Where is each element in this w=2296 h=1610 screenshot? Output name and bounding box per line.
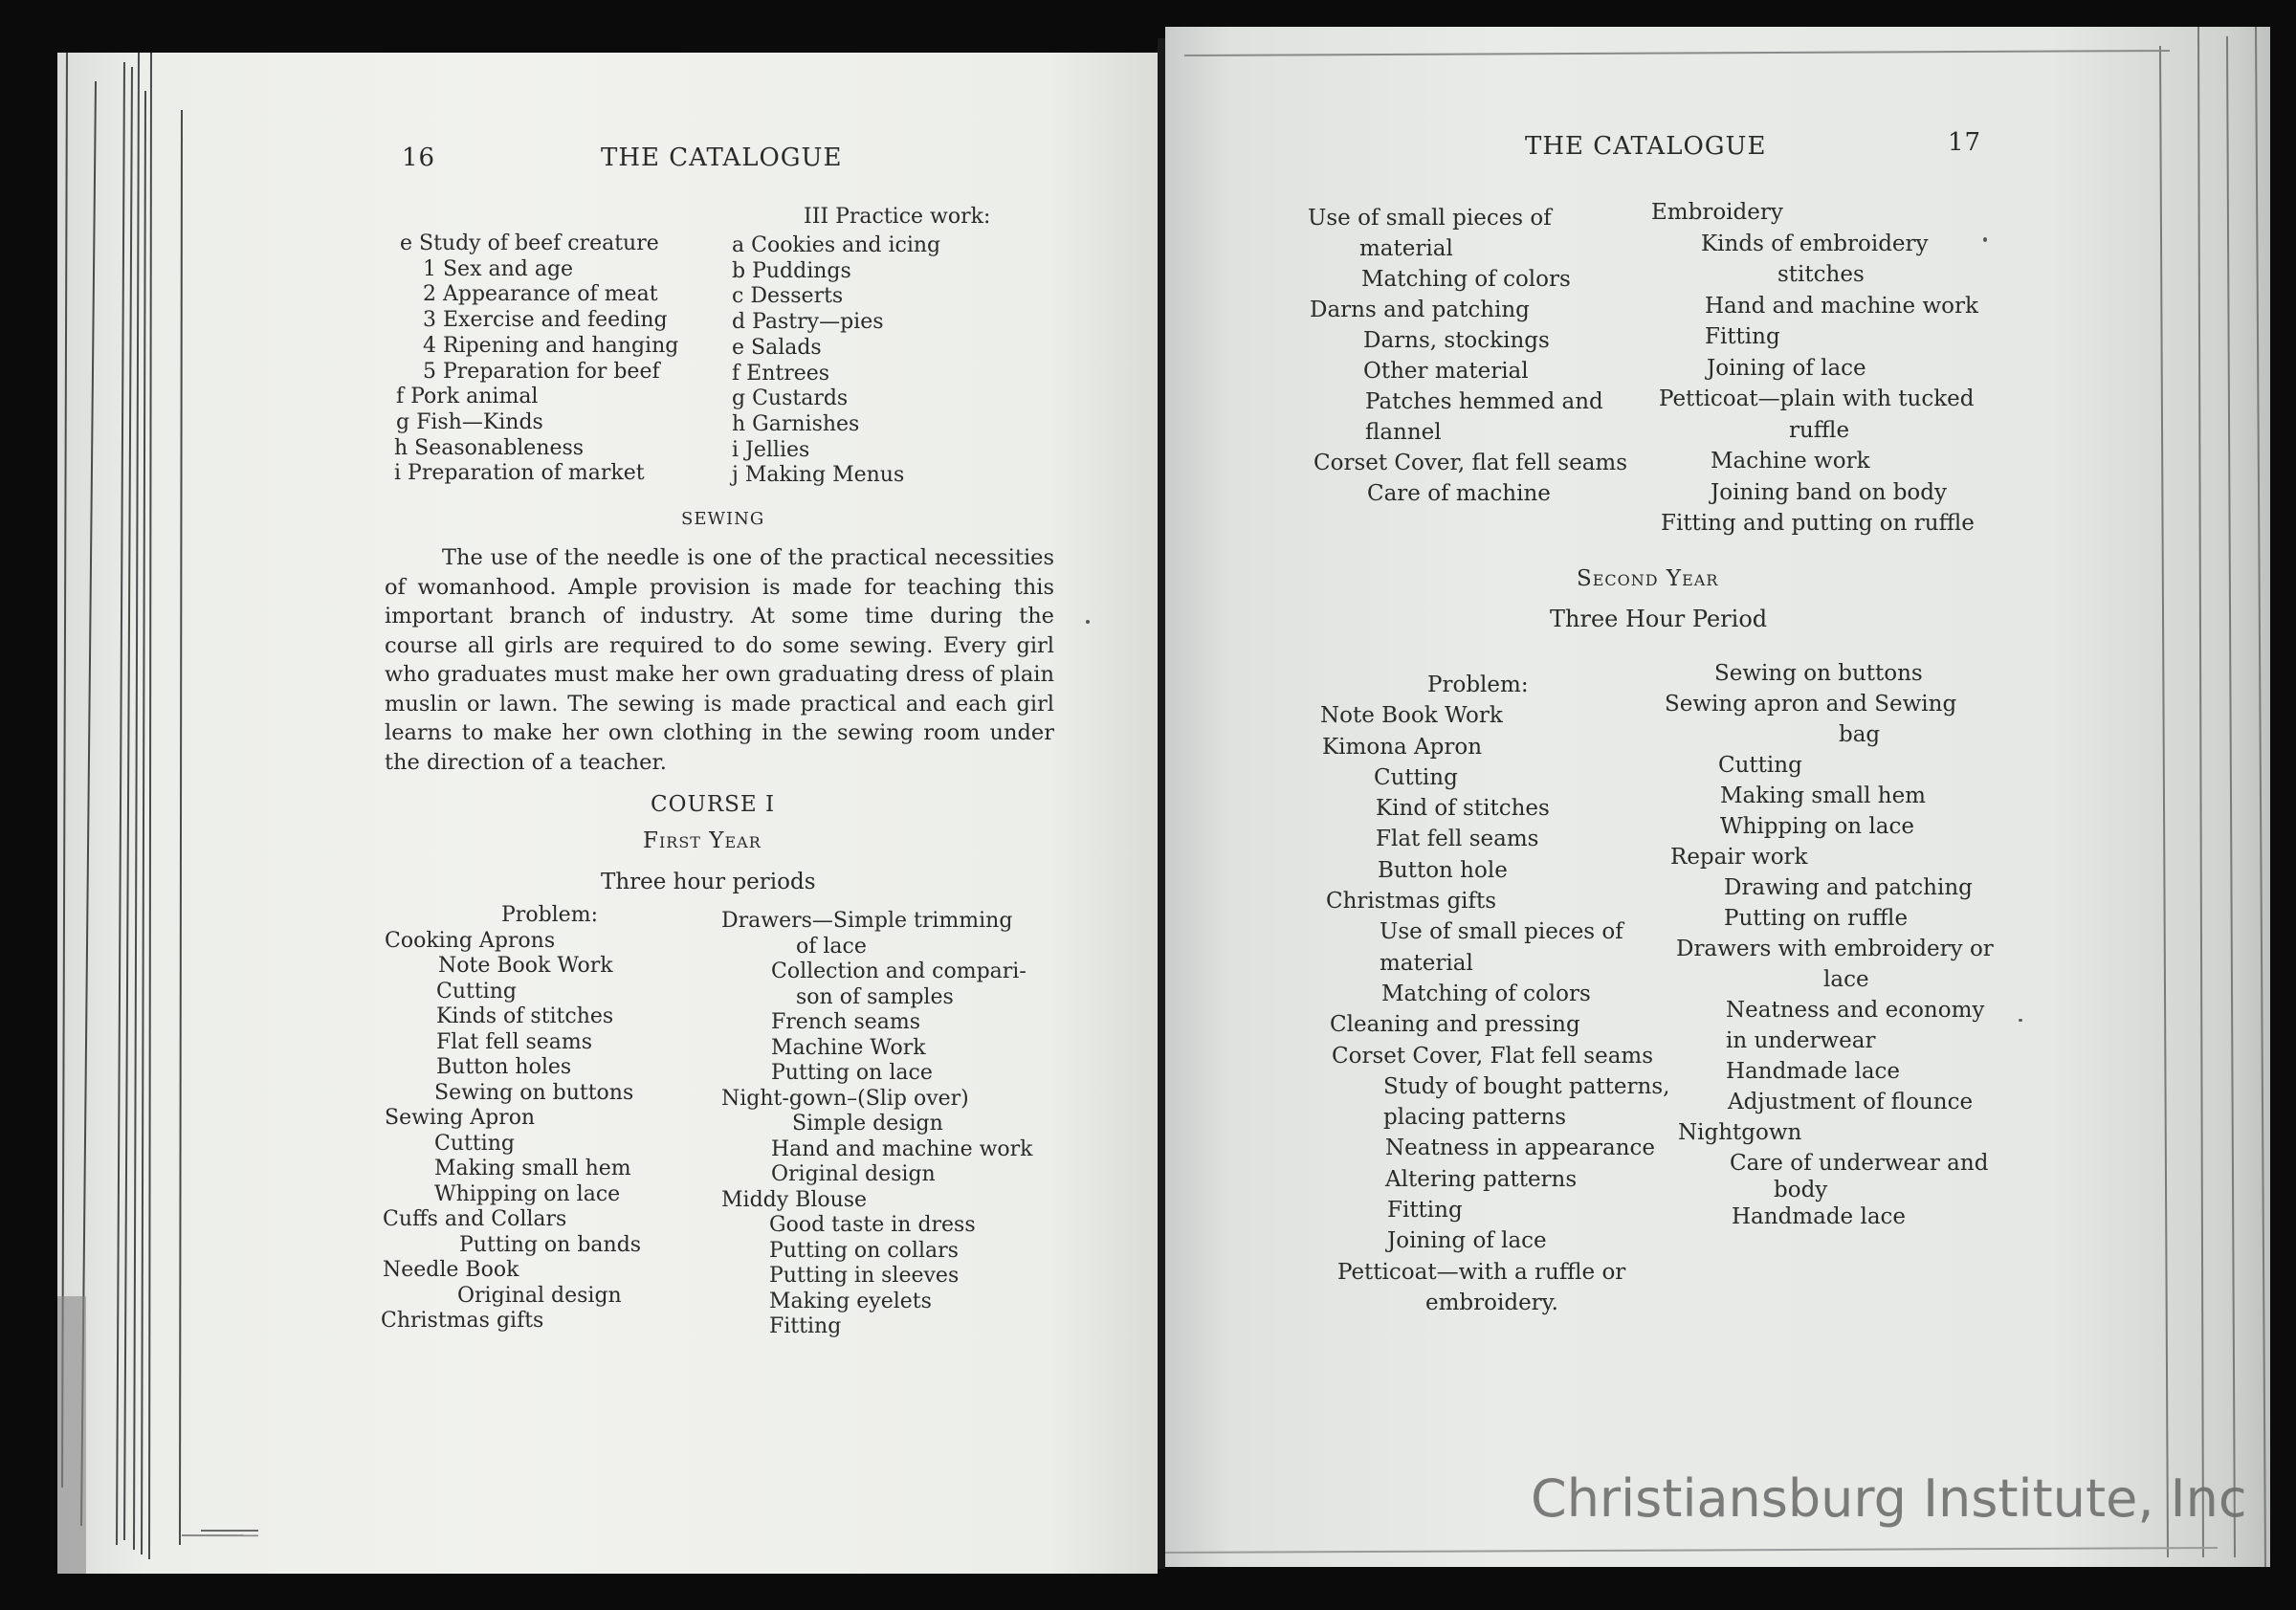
list-item: Drawing and patching (1724, 875, 1973, 900)
list-item: Darns, stockings (1363, 328, 1550, 353)
list-item: Matching of colors (1381, 981, 1591, 1006)
list-item: Flat fell seams (1376, 827, 1539, 852)
list-item: Night-gown–(Slip over) (721, 1086, 969, 1111)
list-item: Problem: (1427, 673, 1529, 697)
list-item: e Salads (732, 335, 822, 360)
list-item: lace (1823, 967, 1869, 992)
list-item: Handmade lace (1732, 1204, 1907, 1229)
list-item: Study of bought patterns, (1383, 1073, 1670, 1099)
list-item: Middy Blouse (721, 1187, 868, 1212)
list-item: Problem: (501, 903, 598, 927)
list-item: 1 Sex and age (423, 256, 574, 281)
list-item: Kinds of stitches (436, 1004, 614, 1028)
right-page-number: 17 (1948, 128, 1982, 157)
list-item: 2 Appearance of meat (423, 282, 658, 307)
period-heading: Three hour periods (601, 870, 816, 894)
list-item: Cutting (436, 979, 517, 1003)
list-item: Putting on bands (459, 1232, 642, 1257)
list-item: material (1380, 950, 1473, 976)
list-item: Fitting (1387, 1198, 1463, 1224)
list-item: Putting in sleeves (769, 1264, 960, 1288)
list-item: Matching of colors (1361, 267, 1571, 292)
list-item: a Cookies and icing (732, 233, 941, 257)
list-item: Other material (1363, 359, 1529, 384)
list-item: Joining of lace (1387, 1228, 1547, 1254)
list-item: body (1774, 1178, 1828, 1202)
list-item: Good taste in dress (769, 1213, 976, 1237)
course-heading: COURSE I (651, 792, 776, 817)
list-item: Whipping on lace (1720, 814, 1914, 839)
list-item: material (1359, 236, 1453, 261)
list-item: Note Book Work (438, 954, 613, 978)
list-item: Repair work (1670, 845, 1808, 870)
year-heading: First Year (643, 828, 762, 853)
list-item: Use of small pieces of (1380, 919, 1623, 945)
list-item: Christmas gifts (381, 1309, 544, 1333)
list-item: Hand and machine work (1705, 293, 1978, 319)
list-item: Neatness in appearance (1385, 1136, 1656, 1161)
list-item: Flat fell seams (436, 1029, 593, 1054)
left-running-head: THE CATALOGUE (601, 143, 843, 172)
right-period-heading: Three Hour Period (1550, 606, 1768, 632)
bottom-column-1 (1320, 670, 1669, 1318)
list-item: i Jellies (732, 437, 810, 462)
list-item: Simple design (792, 1112, 943, 1136)
list-item: Note Book Work (1320, 703, 1503, 729)
practice-heading: III Practice work: (804, 205, 991, 229)
list-item: Cutting (1718, 753, 1802, 778)
list-item: Kimona Apron (1322, 734, 1483, 760)
book-spine (1158, 38, 1165, 1569)
problem-column-1 (381, 903, 642, 1334)
list-item: Darns and patching (1310, 298, 1530, 322)
list-item: stitches (1777, 262, 1865, 287)
list-item: Button hole (1378, 857, 1508, 883)
list-item: 5 Preparation for beef (423, 359, 660, 384)
list-item: Joining of lace (1707, 355, 1866, 381)
practice-list (732, 233, 940, 489)
list-item: Cuffs and Collars (383, 1207, 567, 1231)
list-item: Embroidery (1651, 200, 1783, 225)
list-item: Kind of stitches (1376, 796, 1550, 822)
list-item: Sewing on buttons (1714, 661, 1923, 686)
list-item: Original design (771, 1162, 936, 1186)
list-item: Drawers—Simple trimming (721, 909, 1013, 933)
list-item: Patches hemmed and (1365, 389, 1603, 414)
list-item: f Entrees (732, 361, 830, 386)
list-item: i Preparation of market (394, 461, 645, 486)
list-item: Whipping on lace (434, 1181, 621, 1206)
list-item: bag (1839, 722, 1881, 747)
list-item: of lace (796, 934, 867, 959)
list-item: Handmade lace (1726, 1059, 1901, 1084)
list-item: f Pork animal (396, 385, 539, 409)
speck (2019, 1019, 2022, 1022)
list-item: Making eyelets (769, 1289, 932, 1313)
list-item: Cleaning and pressing (1330, 1012, 1580, 1038)
list-item: g Fish—Kinds (396, 409, 543, 434)
list-item: Original design (457, 1283, 622, 1308)
list-item: ruffle (1789, 417, 1850, 443)
list-item: Corset Cover, Flat fell seams (1332, 1043, 1654, 1069)
list-item: Christmas gifts (1326, 889, 1497, 915)
list-item: Sewing on buttons (434, 1080, 634, 1105)
list-item: Fitting (769, 1314, 842, 1338)
list-item: 3 Exercise and feeding (423, 308, 668, 333)
list-item: e Study of beef creature (400, 232, 659, 255)
list-item: Machine work (1711, 449, 1870, 474)
list-item: c Desserts (732, 284, 844, 309)
speck (1086, 620, 1090, 624)
list-item: placing patterns (1383, 1105, 1567, 1131)
list-item: Putting on collars (769, 1238, 959, 1263)
list-item: h Seasonableness (394, 435, 585, 460)
list-item: Cutting (1374, 764, 1458, 790)
list-item: Sewing apron and Sewing (1665, 692, 1957, 717)
list-item: Cutting (434, 1131, 515, 1156)
list-item: son of samples (796, 984, 954, 1009)
sewing-paragraph: The use of the needle is one of the practical necessities of womanhood. Ample provision is made for teaching this important branch of industry. At some time during the course all girls are required to do some sewing. Every girl who graduates must make her own graduating dress of plain muslin or lawn. The sewing is made practical and each girl learns to make her own clothing in the sewing room under the direction of a teacher. (385, 545, 1054, 775)
list-item: Care of underwear and (1730, 1151, 1989, 1176)
meat-list (394, 232, 679, 487)
list-item: Petticoat—with a ruffle or (1337, 1259, 1626, 1285)
list-item: Putting on ruffle (1724, 906, 1909, 931)
list-item: Fitting and putting on ruffle (1661, 511, 1975, 536)
speck (1983, 237, 1987, 242)
page-edge-lines (57, 53, 258, 1574)
list-item: b Puddings (732, 258, 851, 283)
bottom-column-2 (1665, 658, 1994, 1232)
list-item: Adjustment of flounce (1728, 1090, 1974, 1114)
top-column-1 (1308, 203, 1627, 509)
list-item: French seams (771, 1010, 921, 1034)
list-item: h Garnishes (732, 411, 860, 436)
list-item: Making small hem (1720, 783, 1926, 808)
list-item: 4 Ripening and hanging (423, 333, 679, 358)
list-item: Fitting (1705, 324, 1780, 349)
list-item: Sewing Apron (385, 1106, 536, 1130)
list-item: d Pastry—pies (732, 310, 884, 335)
list-item: in underwear (1726, 1028, 1876, 1053)
watermark-text: Christiansburg Institute, Inc (1531, 1468, 2247, 1529)
problem-column-2 (721, 909, 1033, 1340)
list-item: embroidery. (1425, 1290, 1558, 1315)
list-item: Petticoat—plain with tucked (1659, 386, 1975, 411)
second-year-heading: Second Year (1577, 566, 1719, 591)
right-running-head: THE CATALOGUE (1525, 132, 1767, 161)
list-item: Care of machine (1367, 481, 1551, 506)
list-item: Collection and compari- (771, 959, 1027, 983)
list-item: Needle Book (383, 1258, 519, 1282)
list-item: Making small hem (434, 1157, 631, 1180)
list-item: Machine Work (771, 1035, 926, 1060)
list-item: Corset Cover, flat fell seams (1314, 451, 1628, 475)
list-item: Drawers with embroidery or (1676, 937, 1994, 961)
list-item: Putting on lace (771, 1061, 933, 1085)
left-page-number: 16 (402, 143, 436, 172)
top-column-2 (1651, 197, 1978, 540)
list-item: Button holes (436, 1055, 572, 1079)
list-item: Use of small pieces of (1308, 206, 1552, 231)
list-item: Kinds of embroidery (1701, 231, 1929, 256)
list-item: Hand and machine work (771, 1136, 1033, 1161)
list-item: Joining band on body (1711, 479, 1947, 505)
list-item: g Custards (732, 386, 849, 411)
list-item: Altering patterns (1385, 1166, 1578, 1192)
list-item: Nightgown (1678, 1120, 1802, 1145)
sewing-heading: SEWING (681, 509, 765, 529)
list-item: Cooking Aprons (385, 928, 556, 953)
list-item: j Making Menus (732, 463, 905, 488)
list-item: flannel (1365, 420, 1442, 445)
list-item: Neatness and economy (1726, 998, 1985, 1023)
